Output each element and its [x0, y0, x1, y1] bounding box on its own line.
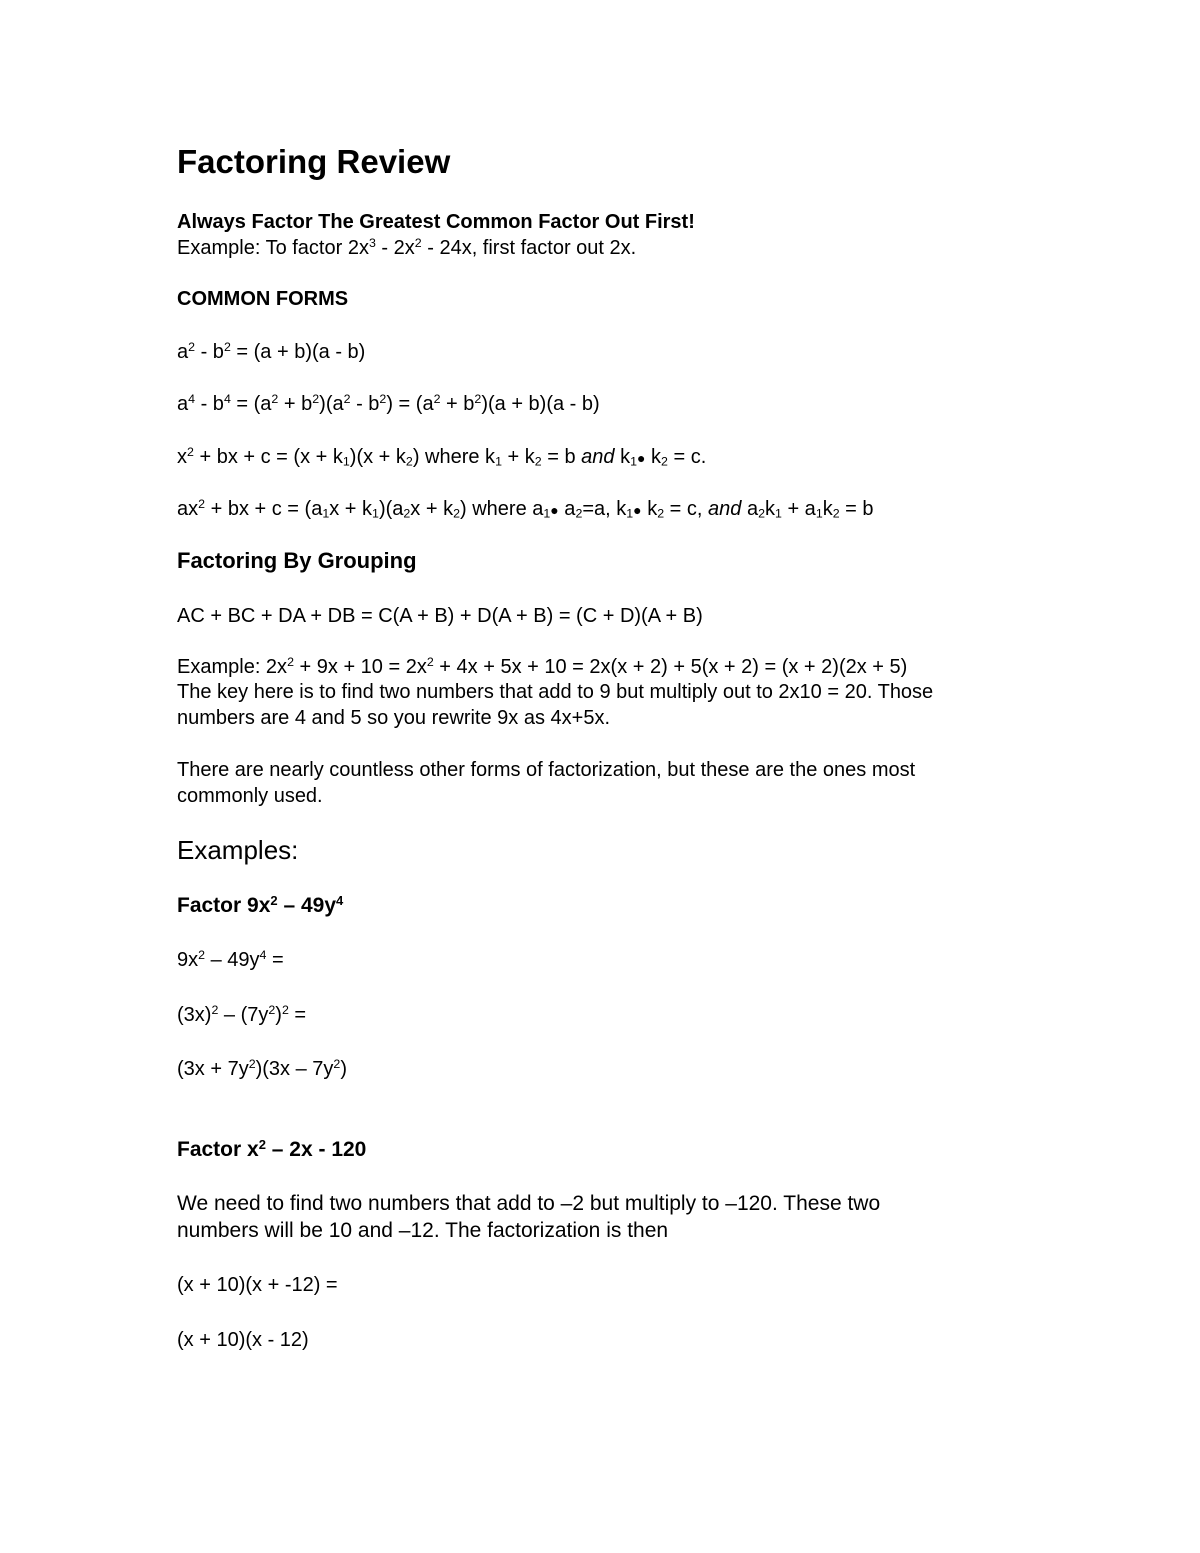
formula-difference-of-fourth-powers: $a^4 - b^4 = (a^2 + b^2)(a^2 - b^2) = (a^2 + b^2)(a + b)(a - b)$	[177, 392, 600, 415]
note-line-2: commonly used.	[177, 785, 323, 807]
example-2-step-1: (x + 10)(x + -12) =	[177, 1274, 338, 1296]
note-line-1: There are nearly countless other forms of factorization, but these are the ones most	[177, 759, 916, 781]
formula-general-quadratic: $ax^2$ + bx + $c = (a_1x + k_1)(a_2x + k_2)$ where $a_1●$ $a_2=a$, $k_1●$ $k_2 = c$, and $a_2k_1 + a_1k_2 = b$	[177, 497, 874, 521]
bullet-dot-icon: ●	[550, 502, 559, 518]
bullet-dot-icon: ●	[637, 450, 646, 466]
examples-heading: Examples:	[177, 835, 299, 865]
example-1-heading: Factor $9x^2 - 49y^4$	[177, 892, 344, 917]
formula-monic-quadratic: $x^2$ + bx + $c = (x + k_1)(x + k_2)$ where $k_1 + k_2 = b$ and $k_1●$ $k_2 = c$.	[177, 445, 707, 469]
example-2-heading: Factor $x^2 - 2x - 120$	[177, 1136, 367, 1161]
bullet-dot-icon: ●	[633, 502, 642, 518]
common-forms-heading: COMMON FORMS	[177, 288, 349, 310]
formula-difference-of-squares: $a^2 - b^2 = (a + b)(a - b)$	[177, 340, 366, 363]
gcf-example: Example: To factor $2x^3 - 2x^2 - 24x$, first factor out 2x.	[177, 236, 637, 259]
grouping-heading: Factoring By Grouping	[177, 548, 417, 573]
example-1-step-2: $(3x)^2 - (7y^2)^2$ =	[177, 1003, 307, 1026]
example-2-step-2: (x + 10)(x - 12)	[177, 1329, 309, 1351]
grouping-explanation-line-2: numbers are 4 and 5 so you rewrite 9x as 4x+5x.	[177, 707, 611, 729]
gcf-heading: Always Factor The Greatest Common Factor Out First!	[177, 211, 695, 233]
grouping-formula: AC + BC + DA + DB = C(A + B) + D(A + B) = (C + D)(A + B)	[177, 605, 703, 627]
example-1-step-3: $(3x + 7y^2)(3x - 7y^2)$	[177, 1057, 347, 1080]
grouping-explanation-line-1: The key here is to find two numbers that add to 9 but multiply out to 2x10 = 20. Those	[177, 681, 934, 703]
page-title: Factoring Review	[177, 143, 451, 180]
example-2-text-line-2: numbers will be 10 and –12. The factorization is then	[177, 1219, 669, 1242]
grouping-example: Example: $2x^2 + 9x + 10 = 2x^2 + 4x + 5x + 10 = 2x(x + 2) + 5(x + 2) = (x + 2)(2x + 5)$	[177, 655, 908, 678]
example-1-step-1: $9x^2 - 49y^4$ =	[177, 948, 284, 971]
example-2-text-line-1: We need to find two numbers that add to –2 but multiply to –120. These two	[177, 1192, 881, 1215]
